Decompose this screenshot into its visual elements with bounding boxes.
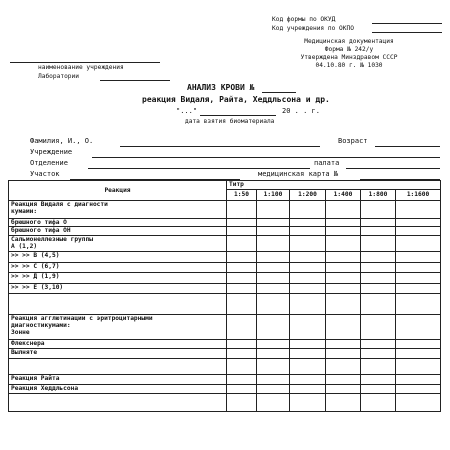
reaction-subtitle: реакция Видаля, Райта, Хеддльсона и др. (142, 95, 330, 104)
titer-result-cell[interactable] (257, 283, 290, 293)
titer-result-cell[interactable] (361, 227, 396, 236)
titer-result-cell[interactable] (326, 262, 361, 272)
doc-type: Медицинская документация (304, 38, 394, 45)
titer-result-cell[interactable] (257, 358, 290, 375)
date-quote: "..." (176, 107, 198, 115)
titer-result-cell[interactable] (290, 283, 326, 293)
titer-result-cell[interactable] (257, 227, 290, 236)
form-codes-block (272, 16, 442, 34)
titer-result-cell[interactable] (326, 283, 361, 293)
titer-result-cell[interactable] (326, 252, 361, 262)
titer-result-cell[interactable] (396, 283, 441, 293)
titer-result-cell[interactable] (227, 200, 257, 218)
titer-result-cell[interactable] (227, 273, 257, 283)
titer-result-cell[interactable] (361, 394, 396, 412)
titer-result-cell[interactable] (290, 358, 326, 375)
titer-result-cell[interactable] (257, 339, 290, 348)
titer-result-cell[interactable] (227, 384, 257, 393)
titer-result-cell[interactable] (361, 314, 396, 339)
table-row (9, 339, 441, 348)
titer-result-cell[interactable] (361, 358, 396, 375)
med-card-label: медицинская карта № (258, 170, 339, 178)
titer-result-cell[interactable] (396, 314, 441, 339)
titer-result-cell[interactable] (227, 314, 257, 339)
reaction-name-cell (9, 262, 227, 272)
table-row (9, 200, 441, 218)
titer-result-cell[interactable] (227, 394, 257, 412)
table-row (9, 358, 441, 375)
reaction-name-text: Реакция агглютинации с эритроцитарными (11, 314, 153, 322)
titer-result-cell[interactable] (257, 235, 290, 252)
analysis-number-line[interactable] (262, 92, 296, 93)
titer-result-cell[interactable] (257, 273, 290, 283)
titer-result-cell[interactable] (257, 314, 290, 339)
results-table (8, 180, 441, 412)
reaction-name-text: >> >> В (4,5) (11, 252, 60, 260)
approval-authority: Утверждена Минздравом СССР (300, 54, 398, 61)
titer-result-cell[interactable] (326, 375, 361, 384)
table-row (9, 384, 441, 393)
titer-result-cell[interactable] (257, 349, 290, 358)
reaction-name-text: брюшного тифа ОН (11, 227, 71, 235)
table-row (9, 349, 441, 358)
titer-result-cell[interactable] (290, 294, 326, 315)
titer-result-cell[interactable] (227, 339, 257, 348)
titer-result-cell[interactable] (290, 273, 326, 283)
okpo-label: Код учреждения по ОКПО (272, 25, 354, 32)
titer-result-cell[interactable] (326, 384, 361, 393)
titer-result-cell[interactable] (227, 218, 257, 227)
titer-result-cell[interactable] (290, 262, 326, 272)
ward-label: палата (314, 159, 340, 167)
form-number: Форма № 242/у (324, 46, 374, 53)
reaction-name-cell (9, 252, 227, 262)
reaction-name-text: диагностикумами: (11, 322, 71, 330)
approval-date: 04.10.80 г. № 1030 (315, 62, 383, 69)
table-row (9, 252, 441, 262)
reaction-name-text: >> >> Е (3,10) (11, 283, 64, 291)
titer-result-cell[interactable] (227, 262, 257, 272)
titer-result-cell[interactable] (396, 200, 441, 218)
titer-result-cell[interactable] (257, 384, 290, 393)
titer-result-cell[interactable] (290, 314, 326, 339)
approval-block (274, 38, 424, 70)
titer-result-cell[interactable] (227, 358, 257, 375)
titer-result-cell[interactable] (396, 218, 441, 227)
titer-result-cell[interactable] (361, 349, 396, 358)
titer-result-cell[interactable] (361, 375, 396, 384)
titer-result-cell[interactable] (257, 262, 290, 272)
institution-name-line[interactable] (10, 62, 160, 63)
titer-result-cell[interactable] (257, 252, 290, 262)
titer-result-cell[interactable] (361, 339, 396, 348)
reaction-name-text: А (1,2) (11, 242, 38, 250)
table-row (9, 394, 441, 412)
titer-result-cell[interactable] (396, 227, 441, 236)
titer-result-cell[interactable] (227, 235, 257, 252)
table-row (9, 235, 441, 252)
reaction-name-cell (9, 314, 227, 339)
reaction-name-cell (9, 358, 227, 375)
institution-line[interactable] (92, 157, 440, 158)
titer-1-800: 1:800 (361, 190, 396, 200)
titer-1-50: 1:50 (227, 190, 257, 200)
titer-result-cell[interactable] (361, 283, 396, 293)
okud-code-row (272, 16, 442, 25)
titer-result-cell[interactable] (290, 349, 326, 358)
titer-result-cell[interactable] (257, 218, 290, 227)
department-line[interactable] (88, 168, 310, 169)
reaction-name-text: Флекснера (11, 339, 45, 347)
reaction-name-cell (9, 375, 227, 384)
titer-result-cell[interactable] (396, 235, 441, 252)
date-year: 20 . . г. (282, 107, 320, 115)
titer-result-cell[interactable] (290, 252, 326, 262)
titer-result-cell[interactable] (396, 394, 441, 412)
titer-result-cell[interactable] (361, 273, 396, 283)
titer-result-cell[interactable] (326, 314, 361, 339)
table-row (9, 375, 441, 384)
titer-result-cell[interactable] (290, 235, 326, 252)
reaction-name-cell (9, 218, 227, 227)
date-caption: дата взятия биоматериала (185, 118, 275, 125)
titer-result-cell[interactable] (361, 200, 396, 218)
titer-result-cell[interactable] (257, 294, 290, 315)
okpo-value-line[interactable] (372, 32, 442, 33)
titer-result-cell[interactable] (227, 283, 257, 293)
titer-result-cell[interactable] (227, 294, 257, 315)
titer-result-cell[interactable] (326, 394, 361, 412)
titer-result-cell[interactable] (290, 218, 326, 227)
titer-result-cell[interactable] (326, 227, 361, 236)
reaction-name-text: >> >> С (6,7) (11, 262, 60, 270)
titer-result-cell[interactable] (326, 339, 361, 348)
titer-result-cell[interactable] (227, 252, 257, 262)
reaction-name-cell (9, 283, 227, 293)
reaction-name-cell (9, 273, 227, 283)
table-row (9, 294, 441, 315)
titer-result-cell[interactable] (396, 252, 441, 262)
reaction-name-text: Вылняте (11, 349, 38, 357)
titer-1-100: 1:100 (257, 190, 290, 200)
reaction-name-cell (9, 200, 227, 218)
titer-result-cell[interactable] (257, 200, 290, 218)
titer-result-cell[interactable] (361, 262, 396, 272)
titer-result-cell[interactable] (290, 384, 326, 393)
titer-result-cell[interactable] (396, 358, 441, 375)
institution-label: Учреждение (30, 148, 73, 156)
titer-result-cell[interactable] (290, 339, 326, 348)
table-row (9, 273, 441, 283)
titer-result-cell[interactable] (257, 394, 290, 412)
titer-1-1600: 1:1600 (396, 190, 441, 200)
titer-result-cell[interactable] (326, 349, 361, 358)
laboratory-label: Лаборатории (38, 73, 79, 80)
titer-result-cell[interactable] (326, 294, 361, 315)
titer-result-cell[interactable] (361, 252, 396, 262)
titer-result-cell[interactable] (396, 294, 441, 315)
reaction-name-text: кумами: (11, 208, 38, 215)
fio-line[interactable] (120, 146, 320, 147)
titer-1-400: 1:400 (326, 190, 361, 200)
titer-result-cell[interactable] (326, 235, 361, 252)
institution-name-caption: наименование учреждения (38, 64, 124, 71)
reaction-name-cell (9, 349, 227, 358)
table-header-row (9, 181, 441, 190)
titer-result-cell[interactable] (361, 384, 396, 393)
reaction-column-header: Реакция (9, 181, 227, 201)
ward-line[interactable] (346, 168, 440, 169)
date-line[interactable] (200, 115, 276, 116)
titer-result-cell[interactable] (227, 349, 257, 358)
titer-result-cell[interactable] (290, 375, 326, 384)
titer-result-cell[interactable] (326, 200, 361, 218)
reaction-name-text: Зонне (11, 329, 30, 337)
okud-value-line[interactable] (372, 23, 442, 24)
titer-result-cell[interactable] (396, 262, 441, 272)
reaction-name-cell (9, 294, 227, 315)
titer-result-cell[interactable] (227, 227, 257, 236)
district-label: Участок (30, 170, 60, 178)
analysis-title: АНАЛИЗ КРОВИ № (187, 83, 255, 92)
titer-result-cell[interactable] (396, 273, 441, 283)
titer-result-cell[interactable] (326, 218, 361, 227)
titer-result-cell[interactable] (290, 227, 326, 236)
titer-result-cell[interactable] (396, 349, 441, 358)
reaction-name-text: брюшного тифа О (11, 218, 67, 226)
okpo-code-row (272, 25, 442, 34)
reaction-name-text: Реакция Видаля с диагности (11, 200, 108, 208)
age-line[interactable] (375, 146, 440, 147)
reaction-name-cell (9, 235, 227, 252)
table-row (9, 283, 441, 293)
reaction-name-cell (9, 394, 227, 412)
titer-result-cell[interactable] (290, 394, 326, 412)
titer-result-cell[interactable] (361, 294, 396, 315)
titer-result-cell[interactable] (396, 375, 441, 384)
reaction-name-cell (9, 227, 227, 236)
table-row (9, 314, 441, 339)
titer-result-cell[interactable] (227, 375, 257, 384)
table-row (9, 227, 441, 236)
laboratory-line[interactable] (100, 80, 170, 81)
reaction-name-text: Реакция Райта (11, 375, 60, 383)
titer-result-cell[interactable] (396, 384, 441, 393)
titer-1-200: 1:200 (290, 190, 326, 200)
department-label: Отделение (30, 159, 68, 167)
titer-result-cell[interactable] (396, 339, 441, 348)
titer-result-cell[interactable] (361, 218, 396, 227)
fio-label: Фамилия, И., О. (30, 137, 94, 145)
reaction-name-text: Сальмонеллезные группы (11, 235, 93, 243)
reaction-name-text: Реакция Хеддльсона (11, 384, 79, 392)
titer-result-cell[interactable] (361, 235, 396, 252)
titer-result-cell[interactable] (326, 358, 361, 375)
titer-result-cell[interactable] (326, 273, 361, 283)
okud-label: Код формы по ОКУД (272, 16, 336, 23)
titer-result-cell[interactable] (257, 375, 290, 384)
titer-result-cell[interactable] (290, 200, 326, 218)
table-row (9, 262, 441, 272)
age-label: Возраст (338, 137, 368, 145)
titer-header: Титр (227, 181, 441, 190)
reaction-name-cell (9, 339, 227, 348)
table-row (9, 218, 441, 227)
reaction-name-cell (9, 384, 227, 393)
reaction-name-text: >> >> Д (1,9) (11, 273, 60, 281)
